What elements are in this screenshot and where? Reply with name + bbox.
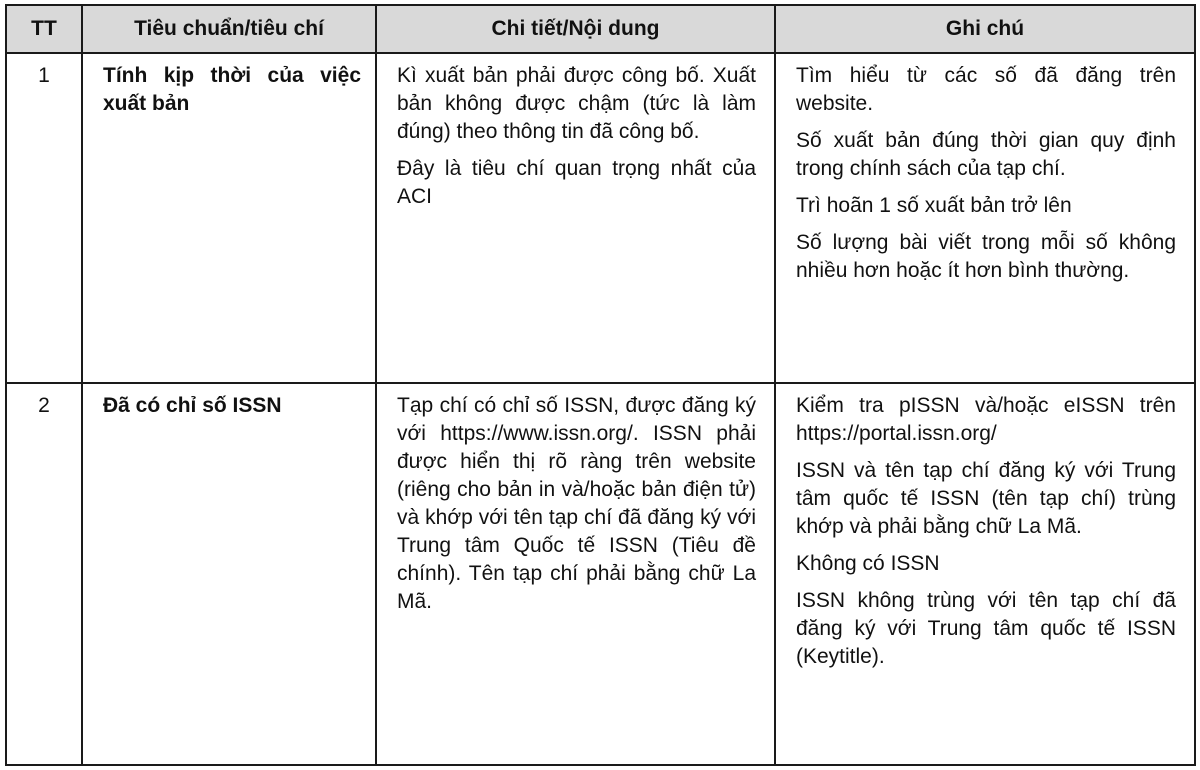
criteria-cell bbox=[82, 53, 376, 383]
header-criteria: Tiêu chuẩn/tiêu chí bbox=[82, 5, 376, 53]
detail-cell bbox=[376, 383, 775, 765]
criteria-table bbox=[5, 4, 1196, 766]
note-paragraph: Số lượng bài viết trong mỗi số không nhiều hơn hoặc ít hơn bình thường. bbox=[796, 231, 1176, 282]
row-number: 2 bbox=[6, 383, 82, 765]
note-paragraph: Không có ISSN bbox=[796, 552, 940, 575]
detail-paragraph: Kì xuất bản phải được công bố. Xuất bản không được chậm (tức là làm đúng) theo thông tin đã công bố. bbox=[397, 64, 756, 143]
criteria-text: Tính kịp thời của việc xuất bản bbox=[103, 64, 361, 115]
criteria-text: Đã có chỉ số ISSN bbox=[103, 394, 282, 417]
note-paragraph: Kiểm tra pISSN và/hoặc eISSN trên https://portal.issn.org/ bbox=[796, 394, 1176, 445]
header-note: Ghi chú bbox=[775, 5, 1195, 53]
detail-paragraph: Đây là tiêu chí quan trọng nhất của ACI bbox=[397, 157, 756, 208]
detail-cell bbox=[376, 53, 775, 383]
table-row bbox=[6, 383, 1195, 765]
row-number: 1 bbox=[6, 53, 82, 383]
header-tt: TT bbox=[6, 5, 82, 53]
table-row bbox=[6, 53, 1195, 383]
note-paragraph: ISSN không trùng với tên tạp chí đã đăng ký với Trung tâm quốc tế ISSN (Keytitle). bbox=[796, 589, 1176, 668]
note-paragraph: Tìm hiểu từ các số đã đăng trên website. bbox=[796, 64, 1176, 115]
header-detail: Chi tiết/Nội dung bbox=[376, 5, 775, 53]
note-paragraph: Số xuất bản đúng thời gian quy định trong chính sách của tạp chí. bbox=[796, 129, 1176, 180]
header-row bbox=[6, 5, 1195, 53]
note-paragraph: Trì hoãn 1 số xuất bản trở lên bbox=[796, 194, 1072, 217]
note-paragraph: ISSN và tên tạp chí đăng ký với Trung tâm quốc tế ISSN (tên tạp chí) trùng khớp và phải bằng chữ La Mã. bbox=[796, 459, 1176, 538]
criteria-cell bbox=[82, 383, 376, 765]
note-cell bbox=[775, 383, 1195, 765]
note-cell bbox=[775, 53, 1195, 383]
detail-paragraph: Tạp chí có chỉ số ISSN, được đăng ký với https://www.issn.org/. ISSN phải được hiển thị rõ ràng trên website (riêng cho bản in và/hoặc bản điện tử) và khớp với tên tạp chí đã đăng ký với Trung tâm Quốc tế ISSN (Tiêu đề chính). Tên tạp chí phải bằng chữ La Mã. bbox=[397, 394, 756, 613]
